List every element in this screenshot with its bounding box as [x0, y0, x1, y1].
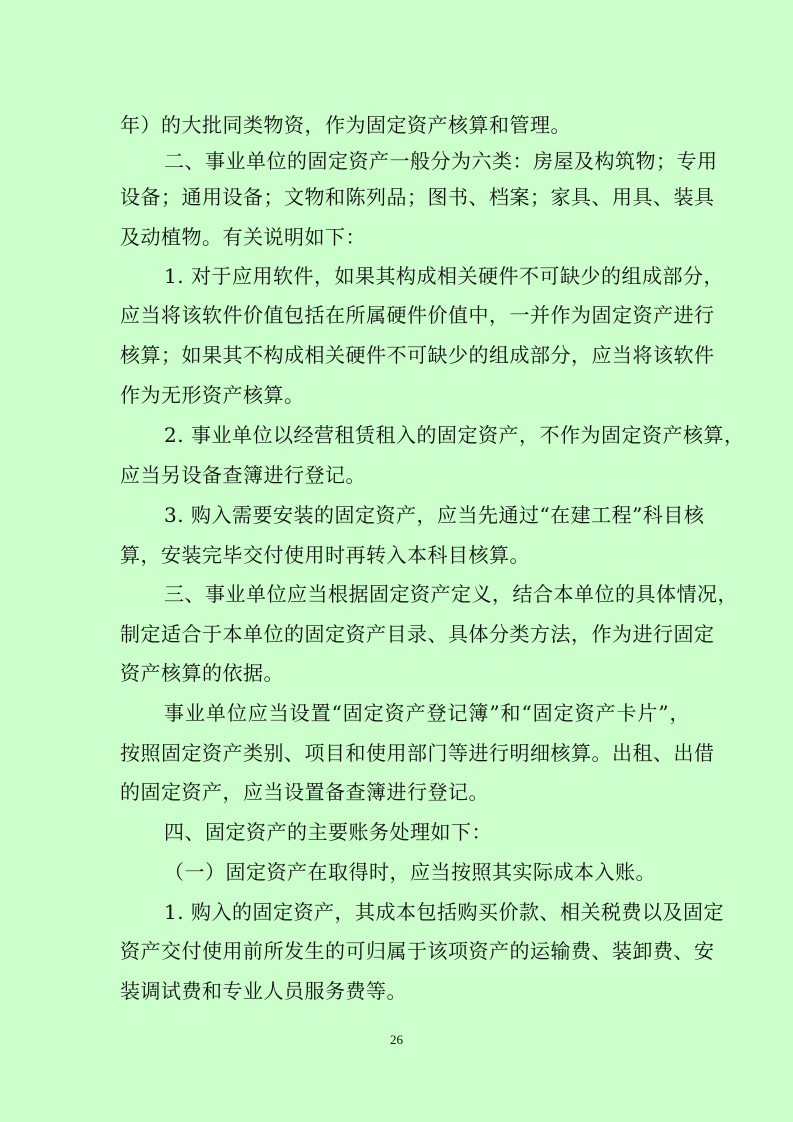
- text-line: 四、固定资产的主要账务处理如下：: [164, 820, 492, 844]
- text-line: 年）的大批同类物资，作为固定资产核算和管理。: [120, 113, 571, 137]
- text-line: 资产交付使用前所发生的可归属于该项资产的运输费、装卸费、安: [120, 939, 715, 963]
- text-line: 核算；如果其不构成相关硬件不可缺少的组成部分，应当将该软件: [120, 343, 715, 367]
- text-line: 装调试费和专业人员服务费等。: [120, 979, 407, 1003]
- text-line: 的固定资产，应当设置备查簿进行登记。: [120, 780, 489, 804]
- text-line: 及动植物。有关说明如下：: [120, 225, 366, 249]
- text-line: 二、事业单位的固定资产一般分为六类：房屋及构筑物；专用: [164, 149, 718, 173]
- text-line: 算，安装完毕交付使用时再转入本科目核算。: [120, 543, 530, 567]
- text-line: 制定适合于本单位的固定资产目录、具体分类方法，作为进行固定: [120, 622, 715, 646]
- text-line: 1. 购入的固定资产，其成本包括购买价款、相关税费以及固定: [164, 900, 724, 924]
- text-line: 1. 对于应用软件，如果其构成相关硬件不可缺少的组成部分，: [164, 264, 724, 288]
- page-number: 26: [390, 1032, 403, 1047]
- text-line: 事业单位应当设置“固定资产登记簿”和“固定资产卡片”，: [164, 701, 690, 725]
- text-line: 3. 购入需要安装的固定资产，应当先通过“在建工程”科目核: [164, 503, 705, 527]
- text-line: 资产核算的依据。: [120, 661, 284, 685]
- text-line: 设备；通用设备；文物和陈列品；图书、档案；家具、用具、装具: [120, 185, 715, 209]
- text-line: 应当另设备查簿进行登记。: [120, 463, 366, 487]
- text-line: 作为无形资产核算。: [120, 383, 305, 407]
- text-line: 三、事业单位应当根据固定资产定义，结合本单位的具体情况，: [164, 582, 738, 606]
- text-line: 2. 事业单位以经营租赁租入的固定资产，不作为固定资产核算，: [164, 423, 745, 447]
- text-line: （一）固定资产在取得时，应当按照其实际成本入账。: [164, 860, 656, 884]
- text-line: 按照固定资产类别、项目和使用部门等进行明细核算。出租、出借: [120, 741, 715, 765]
- text-line: 应当将该软件价值包括在所属硬件价值中，一并作为固定资产进行: [120, 303, 715, 327]
